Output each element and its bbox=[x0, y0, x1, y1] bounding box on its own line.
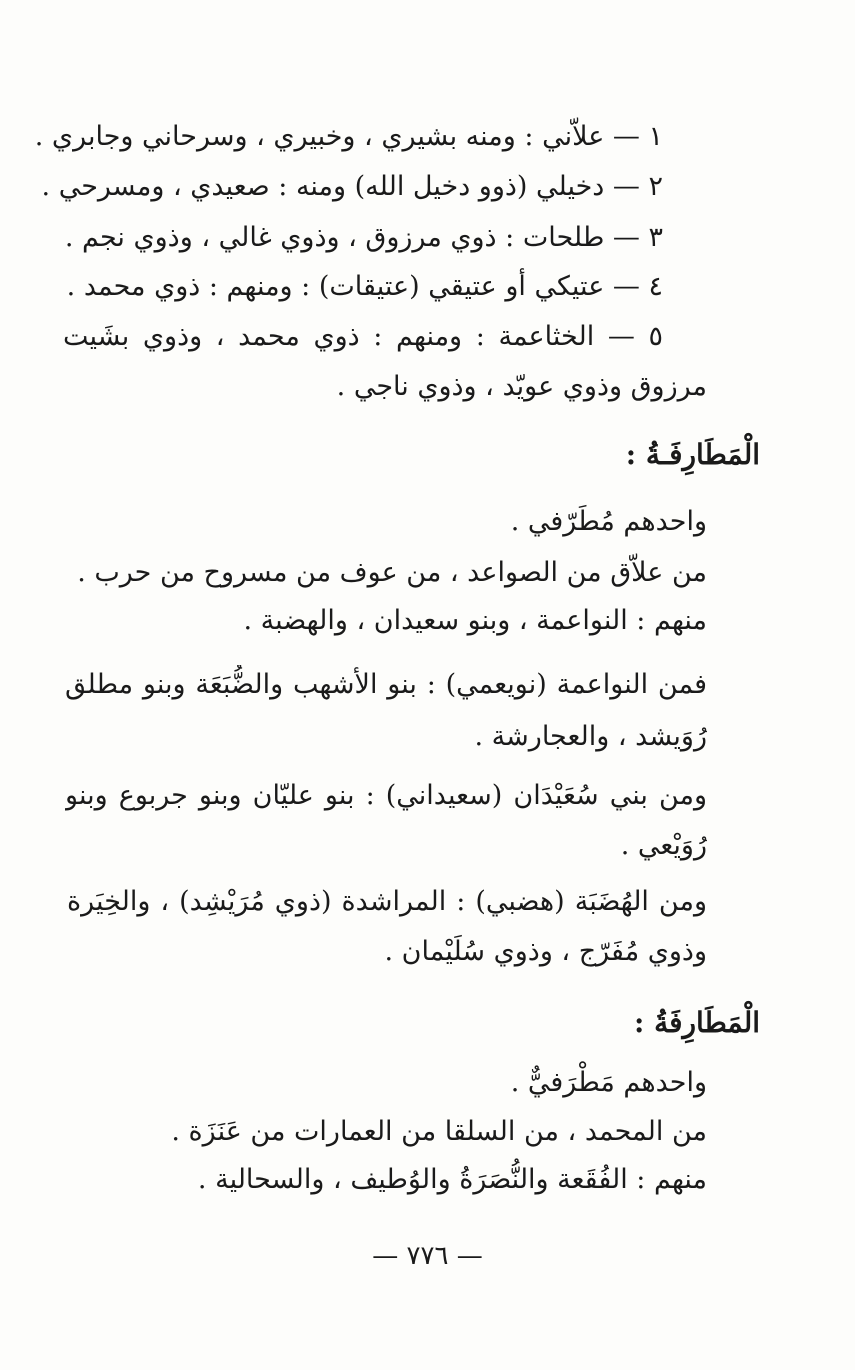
section2-singular: واحدهم مَطْرَفيٌّ . bbox=[510, 1067, 707, 1098]
paragraph-nawaima-line-2: رُوَيشد ، والعجارشة . bbox=[474, 721, 707, 752]
section-heading-mutarifa: الْمَطَارِفَـةُ : bbox=[625, 438, 760, 471]
section1-branches: منهم : النواعمة ، وبنو سعيدان ، والهضبة . bbox=[243, 605, 707, 636]
paragraph-nawaima-line-1: فمن النواعمة (نويعمي) : بنو الأشهب والضُّبَعَة وبنو مطلق bbox=[65, 669, 707, 700]
list-item-1: ١ — علاّني : ومنه بشيري ، وخبيري ، وسرحاني وجابري . bbox=[34, 121, 663, 152]
paragraph-hudaba-line-2: وذوي مُفَرّج ، وذوي سُلَيْمان . bbox=[384, 936, 707, 967]
paragraph-saidan-line-2: رُوَيْعي . bbox=[620, 830, 707, 861]
section1-lineage: من علاّق من الصواعد ، من عوف من مسروح من حرب . bbox=[77, 557, 707, 588]
list-item-3: ٣ — طلحات : ذوي مرزوق ، وذوي غالي ، وذوي نجم . bbox=[64, 222, 663, 253]
list-item-2: ٢ — دخيلي (ذوو دخيل الله) ومنه : صعيدي ، ومسرحي . bbox=[41, 171, 663, 202]
section1-singular: واحدهم مُطَرّفي . bbox=[510, 506, 707, 537]
page-number: — ٧٧٦ — bbox=[372, 1241, 483, 1271]
list-item-5-line-1: ٥ — الخثاعمة : ومنهم : ذوي محمد ، وذوي بشَيت bbox=[63, 321, 663, 352]
section2-branches: منهم : الفُقَعة والنُّصَرَةُ والوُطيف ، والسحالية . bbox=[197, 1164, 707, 1195]
section2-lineage: من المحمد ، من السلقا من العمارات من عَنَزَة . bbox=[171, 1116, 707, 1147]
list-item-4: ٤ — عتيكي أو عتيقي (عتيقات) : ومنهم : ذوي محمد . bbox=[66, 271, 663, 302]
section-heading-matarifa: الْمَطَارِفَةُ : bbox=[634, 1006, 760, 1039]
paragraph-saidan-line-1: ومن بني سُعَيْدَان (سعيداني) : بنو عليّان وبنو جربوع وبنو bbox=[65, 780, 707, 811]
paragraph-hudaba-line-1: ومن الهُضَبَة (هضبي) : المراشدة (ذوي مُرَيْشِد) ، والخِيَرة bbox=[67, 886, 707, 917]
list-item-5-line-2: مرزوق وذوي عويّد ، وذوي ناجي . bbox=[336, 371, 707, 402]
